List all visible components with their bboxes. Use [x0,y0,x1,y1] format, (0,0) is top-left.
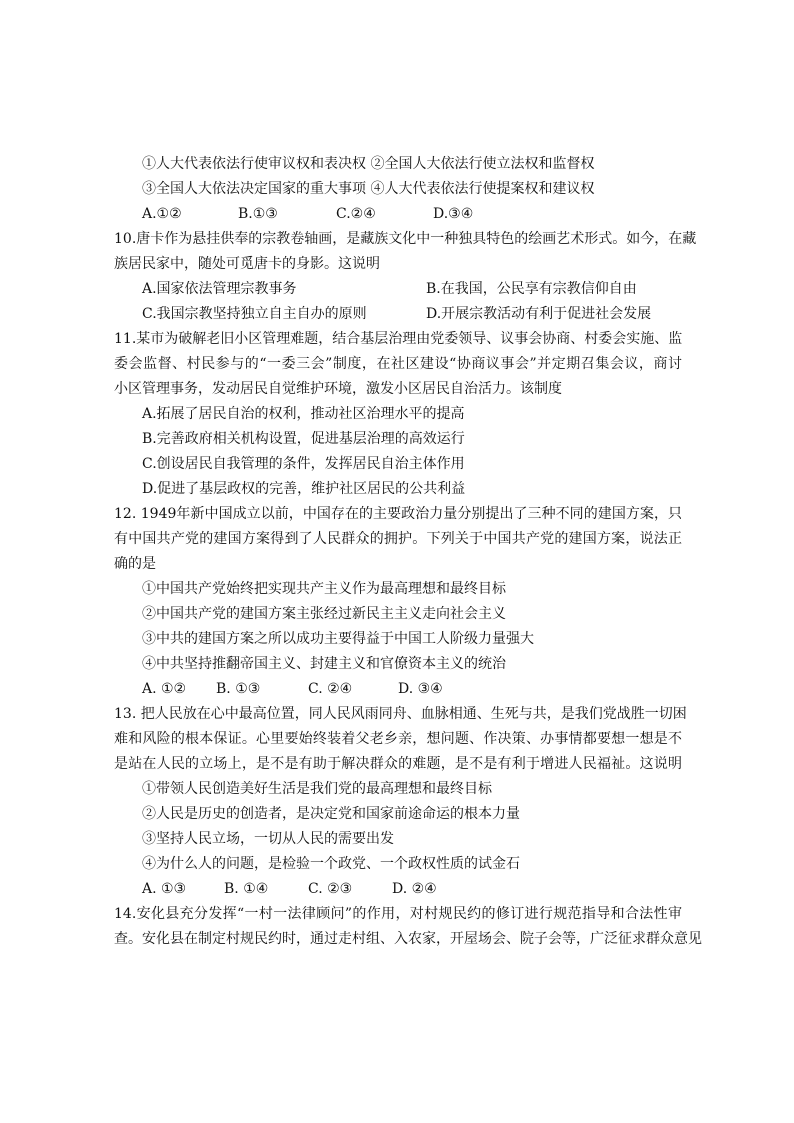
q10-option-a: A.国家依法管理宗教事务 [142,281,297,297]
q12-option-3: ③中共的建国方案之所以成功主要得益于中国工人阶级力量强大 [142,631,534,647]
q10-option-b: B.在我国，公民享有宗教信仰自由 [426,281,637,297]
q10-stem-line-1: 10.唐卡作为悬挂供奉的宗教卷轴画，是藏族文化中一种独具特色的绘画艺术形式。如今，在藏 [114,231,697,247]
q11-option-d: D.促进了基层政权的完善，维护社区居民的公共利益 [142,481,466,497]
q13-option-1: ①带领人民创造美好生活是我们党的最高理想和最终目标 [142,781,492,797]
q13-stem-line-2: 难和风险的根本保证。心里要始终装着父老乡亲，想问题、作决策、办事情都要想一想是不 [114,731,682,747]
q12-stem-line-3: 确的是 [114,556,156,572]
q10-stem-line-2: 族居民家中，随处可觅唐卡的身影。这说明 [114,256,380,272]
q12-choice-a: A. ①② [142,681,187,697]
q11-stem-line-3: 小区管理事务，发动居民自觉维护环境，激发小区居民自治活力。该制度 [114,381,562,397]
q12-choice-d: D. ③④ [398,681,443,697]
q13-option-3: ③坚持人民立场，一切从人民的需要出发 [142,831,394,847]
q9-option-1-2: ①人大代表依法行使审议权和表决权 ②全国人大依法行使立法权和监督权 [142,156,595,172]
q13-option-2: ②人民是历史的创造者，是决定党和国家前途命运的根本力量 [142,806,520,822]
q11-stem-line-2: 委会监督、村民参与的“一委三会”制度，在社区建设“协商议事会”并定期召集会议，商讨 [114,356,682,372]
q12-choice-c: C. ②④ [308,681,353,697]
q12-stem-line-2: 有中国共产党的建国方案得到了人民群众的拥护。下列关于中国共产党的建国方案，说法正 [114,531,682,547]
q9-choice-b: B.①③ [238,206,278,222]
q12-option-4: ④中共坚持推翻帝国主义、封建主义和官僚资本主义的统治 [142,656,506,672]
q12-choice-b: B. ①③ [216,681,261,697]
q11-stem-line-1: 11.某市为破解老旧小区管理难题，结合基层治理由党委领导、议事会协商、村委会实施、监 [114,331,683,347]
q13-choice-b: B. ①④ [224,881,269,897]
q11-option-b: B.完善政府相关机构设置，促进基层治理的高效运行 [142,431,465,447]
q11-option-a: A.拓展了居民自治的权利，推动社区治理水平的提高 [142,406,465,422]
q10-option-d: D.开展宗教活动有利于促进社会发展 [426,306,652,322]
q9-choice-c: C.②④ [336,206,376,222]
q14-stem-line-2: 查。安化县在制定村规民约时，通过走村组、入农家，开屋场会、院子会等，广泛征求群众意见 [114,931,702,947]
q12-option-1: ①中国共产党始终把实现共产主义作为最高理想和最终目标 [142,581,506,597]
q13-option-4: ④为什么人的问题，是检验一个政党、一个政权性质的试金石 [142,856,520,872]
q13-choice-c: C. ②③ [308,881,353,897]
q13-stem-line-3: 是站在人民的立场上，是不是有助于解决群众的难题，是不是有利于增进人民福祉。这说明 [114,756,682,772]
q12-option-2: ②中国共产党的建国方案主张经过新民主主义走向社会主义 [142,606,506,622]
q10-option-c: C.我国宗教坚持独立自主自办的原则 [142,306,367,322]
q12-stem-line-1: 12. 1949年新中国成立以前，中国存在的主要政治力量分别提出了三种不同的建国方案，只 [114,506,682,522]
q13-choice-a: A. ①③ [142,881,187,897]
q13-stem-line-1: 13. 把人民放在心中最高位置，同人民风雨同舟、血脉相通、生死与共，是我们党战胜一切困 [114,706,687,722]
q14-stem-line-1: 14.安化县充分发挥“一村一法律顾问”的作用，对村规民约的修订进行规范指导和合法性审 [114,906,682,922]
q11-option-c: C.创设居民自我管理的条件，发挥居民自治主体作用 [142,456,465,472]
q13-choice-d: D. ②④ [392,881,437,897]
q9-option-3-4: ③全国人大依法决定国家的重大事项 ④人大代表依法行使提案权和建议权 [142,181,595,197]
q9-choice-a: A.①② [142,206,182,222]
q9-choice-d: D.③④ [433,206,474,222]
